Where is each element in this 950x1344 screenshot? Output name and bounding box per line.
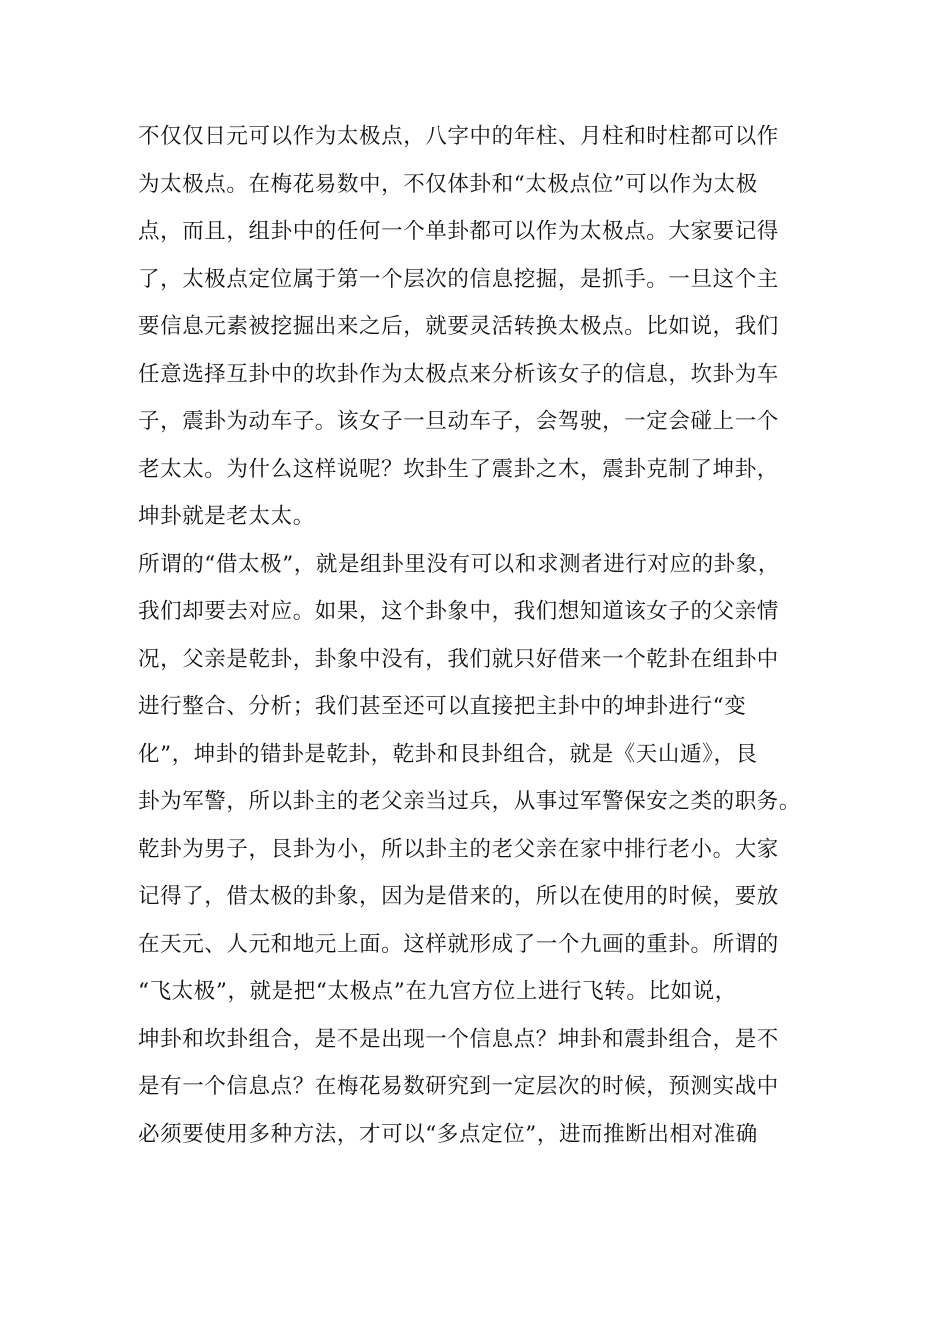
- text-line: 坤卦和坎卦组合，是不是出现一个信息点？坤卦和震卦组合，是不: [138, 1026, 779, 1052]
- text-line: 子，震卦为动车子。该女子一旦动车子，会驾驶，一定会碰上一个: [138, 409, 779, 434]
- text-line: 了，太极点定位属于第一个层次的信息挖掘，是抓手。一旦这个主: [138, 266, 779, 292]
- text-line: 化”，坤卦的错卦是乾卦，乾卦和艮卦组合，就是《天山遁》，艮: [138, 741, 758, 767]
- text-line: “飞太极”，就是把“太极点”在九宫方位上进行飞转。比如说，: [138, 979, 737, 1004]
- text-line: 记得了，借太极的卦象，因为是借来的，所以在使用的时候，要放: [138, 884, 779, 909]
- text-line: 卦为军警，所以卦主的老父亲当过兵，从事过军警保安之类的职务。: [138, 789, 802, 814]
- text-line: 进行整合、分析；我们甚至还可以直接把主卦中的坤卦进行“变: [138, 694, 747, 719]
- text-line: 老太太。为什么这样说呢？坎卦生了震卦之木，震卦克制了坤卦，: [138, 456, 779, 482]
- text-line: 况，父亲是乾卦，卦象中没有，我们就只好借来一个乾卦在组卦中: [138, 646, 779, 672]
- text-line: 所谓的“借太极”，就是组卦里没有可以和求测者进行对应的卦象，: [138, 551, 780, 577]
- text-line: 是有一个信息点？在梅花易数研究到一定层次的时候，预测实战中: [138, 1074, 779, 1099]
- text-line: 要信息元素被挖掘出来之后，就要灵活转换太极点。比如说，我们: [138, 314, 779, 339]
- text-line: 任意选择互卦中的坎卦作为太极点来分析该女子的信息，坎卦为车: [138, 361, 779, 387]
- text-line: 坤卦就是老太太。: [138, 504, 315, 529]
- text-line: 点，而且，组卦中的任何一个单卦都可以作为太极点。大家要记得: [138, 219, 779, 244]
- text-line: 我们却要去对应。如果，这个卦象中，我们想知道该女子的父亲情: [138, 599, 779, 624]
- text-line: 不仅仅日元可以作为太极点，八字中的年柱、月柱和时柱都可以作: [138, 124, 779, 149]
- body-text: [138, 113, 818, 1158]
- text-line: 为太极点。在梅花易数中，不仅体卦和“太极点位”可以作为太极: [138, 171, 758, 197]
- text-line: 必须要使用多种方法，才可以“多点定位”，进而推断出相对准确: [138, 1121, 758, 1147]
- text-line: 乾卦为男子，艮卦为小，所以卦主的老父亲在家中排行老小。大家: [138, 836, 779, 862]
- text-line: 在天元、人元和地元上面。这样就形成了一个九画的重卦。所谓的: [138, 931, 779, 957]
